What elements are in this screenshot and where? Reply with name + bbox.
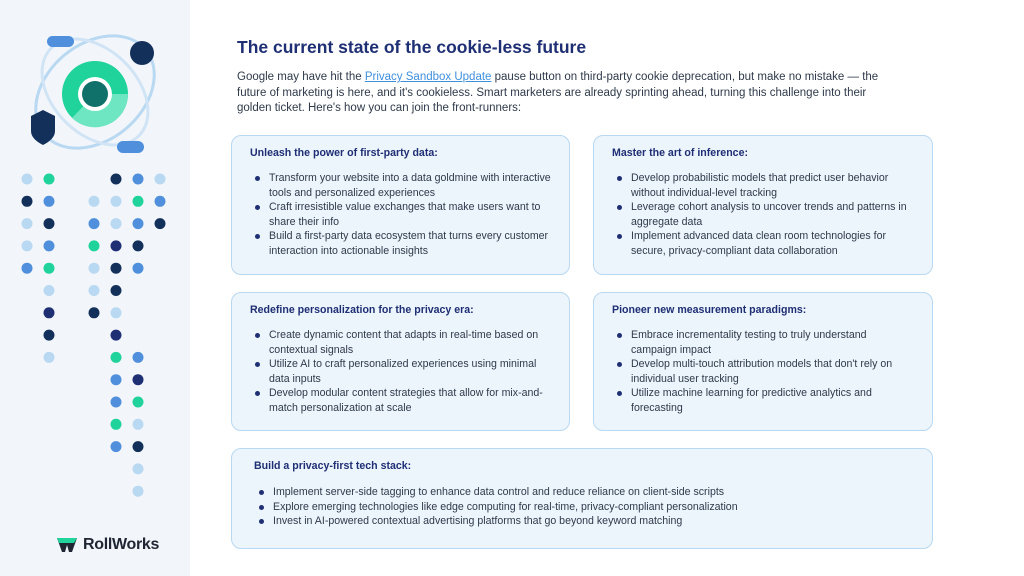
decorative-dot (89, 196, 100, 207)
list-item: Develop multi-touch attribution models that don't rely on individual user tracking (612, 357, 914, 386)
privacy-sandbox-link[interactable]: Privacy Sandbox Update (364, 71, 492, 83)
decorative-dot (44, 218, 55, 229)
sidebar-illustration (0, 0, 190, 576)
list-item: Craft irresistible value exchanges that make users want to share their info (250, 200, 551, 229)
rollworks-logo-icon (56, 537, 78, 553)
capsule-icon (117, 141, 144, 153)
list-item: Implement advanced data clean room technologies for secure, privacy-compliant data collaboration (612, 229, 914, 258)
decorative-dot (22, 240, 33, 251)
decorative-dot (133, 174, 144, 185)
brand-logo (56, 536, 159, 554)
decorative-dot (44, 240, 55, 251)
decorative-dot (155, 196, 166, 207)
decorative-dot (133, 441, 144, 452)
decorative-dot (89, 240, 100, 251)
decorative-dot (111, 174, 122, 185)
decorative-dot (133, 419, 144, 430)
decorative-dot (111, 419, 122, 430)
decorative-dot (111, 240, 122, 251)
card-title: Master the art of inference: (612, 147, 748, 159)
decorative-dot (111, 218, 122, 229)
bullet-list (612, 328, 914, 415)
decorative-dot (155, 174, 166, 185)
page-title: The current state of the cookie-less future (237, 37, 587, 57)
list-item: Implement server-side tagging to enhance data control and reduce reliance on client-side scripts (254, 485, 914, 500)
decorative-dot (133, 240, 144, 251)
decorative-dot (111, 330, 122, 341)
decorative-dot (44, 196, 55, 207)
decorative-dot (133, 374, 144, 385)
decorative-dot (44, 174, 55, 185)
decorative-dot (133, 263, 144, 274)
bullet-list (612, 171, 914, 258)
browser-logo-center-icon (82, 81, 108, 107)
bullet-list (250, 171, 551, 258)
decorative-dot (111, 397, 122, 408)
capsule-icon (47, 36, 74, 47)
card-tech-stack (231, 448, 933, 549)
list-item: Invest in AI-powered contextual advertising platforms that go beyond keyword matching (254, 514, 914, 529)
card-title: Build a privacy-first tech stack: (254, 460, 412, 472)
decorative-dot (22, 263, 33, 274)
bullet-list (254, 485, 914, 529)
decorative-dot (89, 285, 100, 296)
list-item: Develop probabilistic models that predict user behavior without individual-level tracking (612, 171, 914, 200)
card-first-party-data (231, 135, 570, 275)
list-item: Develop modular content strategies that allow for mix-and-match personalization at scale (250, 386, 551, 415)
decorative-dot (111, 307, 122, 318)
card-personalization (231, 292, 570, 431)
decorative-dot (111, 196, 122, 207)
decorative-dot (155, 218, 166, 229)
decorative-dot (44, 285, 55, 296)
bullet-list (250, 328, 551, 415)
decorative-dot (89, 218, 100, 229)
list-item: Transform your website into a data goldmine with interactive tools and personalized experiences (250, 171, 551, 200)
list-item: Create dynamic content that adapts in real-time based on contextual signals (250, 328, 551, 357)
list-item: Leverage cohort analysis to uncover trends and patterns in aggregate data (612, 200, 914, 229)
intro-paragraph (237, 70, 897, 117)
decorative-dot (111, 352, 122, 363)
decorative-dot (44, 330, 55, 341)
planet-icon (130, 41, 154, 65)
decorative-dot (44, 352, 55, 363)
list-item: Explore emerging technologies like edge computing for real-time, privacy-compliant personalization (254, 500, 914, 515)
decorative-dot (133, 352, 144, 363)
card-inference (593, 135, 933, 275)
list-item: Utilize AI to craft personalized experiences using minimal data inputs (250, 357, 551, 386)
intro-text: Google may have hit the (237, 71, 365, 83)
decorative-dot (133, 397, 144, 408)
decorative-dot (89, 307, 100, 318)
brand-name: RollWorks (83, 536, 160, 553)
list-item: Utilize machine learning for predictive analytics and forecasting (612, 386, 914, 415)
card-title: Pioneer new measurement paradigms: (612, 304, 807, 316)
decorative-dot (89, 263, 100, 274)
card-title: Redefine personalization for the privacy era: (250, 304, 474, 316)
decorative-dot (44, 307, 55, 318)
decorative-dot (44, 263, 55, 274)
card-title: Unleash the power of first-party data: (250, 147, 438, 159)
list-item: Build a first-party data ecosystem that turns every customer interaction into actionable insights (250, 229, 551, 258)
card-measurement (593, 292, 933, 431)
decorative-dot (133, 196, 144, 207)
decorative-dot (111, 374, 122, 385)
decorative-dot (133, 463, 144, 474)
decorative-dot (133, 218, 144, 229)
list-item: Embrace incrementality testing to truly understand campaign impact (612, 328, 914, 357)
decorative-dot (111, 441, 122, 452)
decorative-dot (22, 174, 33, 185)
intro-text: pause button on third-party cookie deprecation, but make no mistake — the future of marketing is here, and it's cookieless. Smart marketers are already sprinting ahead, turning this challenge into their golden ticket. Here's how you can join the front-runners: (237, 71, 879, 114)
dot-grid-pattern (22, 174, 166, 497)
decorative-dot (22, 218, 33, 229)
decorative-dot (111, 285, 122, 296)
decorative-sidebar (0, 0, 190, 576)
decorative-dot (111, 263, 122, 274)
decorative-dot (133, 486, 144, 497)
decorative-dot (22, 196, 33, 207)
